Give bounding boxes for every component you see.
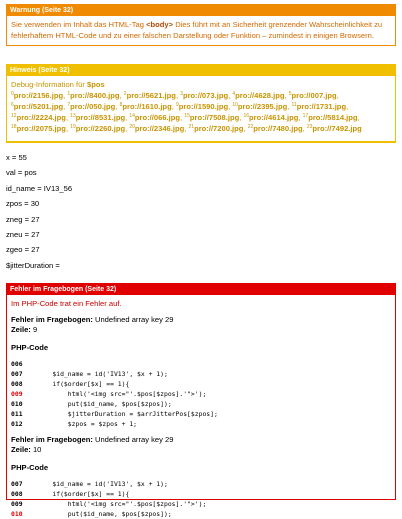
- code-line: [11, 399, 391, 409]
- error-title: Fehler im Fragebogen (Seite 32): [7, 284, 395, 295]
- debug-item-index: 0: [11, 91, 14, 97]
- line-number: 008: [11, 490, 23, 498]
- hint-box: [6, 64, 396, 143]
- line-label: Zeile:: [11, 445, 31, 454]
- code-line: [11, 389, 391, 399]
- code-line: [11, 509, 391, 519]
- line-number: 006: [11, 360, 23, 368]
- variable-output: [6, 150, 72, 273]
- debug-item-value: pro://5621.jpg: [126, 91, 176, 100]
- debug-item-value: pro://2075.jpg: [16, 124, 66, 133]
- debug-item: [289, 91, 337, 100]
- error-box: [6, 283, 396, 518]
- debug-item-value: pro://2224.jpg: [16, 113, 66, 122]
- line-number: 010: [11, 400, 23, 408]
- debug-item-index: 6: [11, 102, 14, 108]
- debug-item-index: 3: [180, 91, 183, 97]
- debug-item: [11, 102, 63, 111]
- code-text: html('<img src="'.$pos[$zpos].'">');: [37, 500, 207, 508]
- debug-item-value: pro://007.jpg: [291, 91, 337, 100]
- error-label: Fehler im Fragebogen:: [11, 435, 93, 444]
- debug-item-index: 4: [232, 91, 236, 97]
- code-text: put($id_name, $pos[$zpos]);: [37, 400, 172, 408]
- debug-item-value: pro://5814.jpg: [308, 113, 358, 122]
- debug-item: [292, 102, 347, 111]
- debug-item-index: 21: [188, 124, 195, 130]
- error-message-line: [11, 315, 391, 325]
- debug-item-value: pro://2346.jpg: [134, 124, 185, 133]
- debug-item-value: pro://7508.jpg: [189, 113, 240, 122]
- debug-item: [232, 91, 284, 100]
- debug-item-value: pro://4614.jpg: [249, 113, 299, 122]
- hint-title: Hinweis (Seite 32): [7, 65, 395, 76]
- debug-item: [124, 91, 176, 100]
- debug-item: [129, 124, 184, 133]
- line-number: 010: [11, 510, 23, 518]
- error-body: [7, 295, 395, 519]
- debug-label: [11, 79, 391, 90]
- line-value: 10: [30, 445, 42, 454]
- debug-item-index: 8: [119, 102, 123, 108]
- code-text: if($order[$x] == 1){: [37, 490, 130, 498]
- debug-item-value: pro://7492.jpg: [312, 124, 362, 133]
- warning-tag: <body>: [146, 20, 174, 29]
- error-block: [11, 435, 391, 519]
- line-number: 007: [11, 370, 23, 378]
- warning-title: Warnung (Seite 32): [7, 5, 395, 16]
- error-message: Undefined array key 29: [92, 435, 174, 444]
- debug-item-index: 10: [232, 102, 238, 108]
- debug-item: [307, 124, 362, 133]
- error-line-number: [11, 445, 391, 455]
- code-line: [11, 489, 391, 499]
- debug-item-value: pro://1731.jpg: [296, 102, 347, 111]
- error-message: Undefined array key 29: [92, 315, 174, 324]
- debug-item-index: 15: [184, 113, 190, 119]
- code-line: [11, 419, 391, 429]
- error-intro: Im PHP-Code trat ein Fehler auf.: [11, 299, 122, 308]
- debug-item-index: 22: [247, 124, 254, 130]
- line-value: 9: [30, 325, 38, 334]
- debug-item-value: pro://5201.jpg: [13, 102, 64, 111]
- debug-item: [11, 91, 63, 100]
- debug-item-value: pro://2156.jpg: [13, 91, 64, 100]
- debug-item: [184, 113, 239, 122]
- variable-line: id_name = IV13_56: [6, 183, 73, 193]
- debug-item: [232, 102, 287, 111]
- code-line: [11, 359, 391, 369]
- variable-line: zpos = 30: [6, 199, 40, 209]
- code-line: [11, 479, 391, 489]
- php-code-label: PHP-Code: [11, 463, 49, 472]
- code-text: $id_name = id('IV13', $x + 1);: [37, 370, 168, 378]
- debug-item-index: 16: [243, 113, 250, 119]
- line-label: Zeile:: [11, 325, 31, 334]
- line-number: 012: [11, 420, 23, 428]
- code-line: [11, 369, 391, 379]
- warning-text-pre: Sie verwenden im Inhalt das HTML-Tag: [11, 20, 147, 29]
- warning-text-post: Dies führt mit an Sicherheit grenzender Wahrscheinlichkeit zu fehlerhaftem HTML-Code und zu einer falschen Darstellung oder Funktion – zumindest in einigen Browsern.: [11, 20, 383, 40]
- debug-var: $pos: [86, 80, 105, 89]
- hint-body: [7, 76, 395, 141]
- code-text: html('<img src="'.$pos[$zpos].'">');: [37, 390, 207, 398]
- debug-item-index: 11: [291, 102, 297, 108]
- code-line: [11, 499, 391, 509]
- debug-item: [120, 102, 172, 111]
- debug-item: [129, 113, 180, 122]
- debug-item-index: 17: [302, 113, 309, 119]
- debug-items: $^0$pro://2156.jpg, $^1$pro://8400.jpg, $^2$pro://5621.jpg, $^3$pro://073.jpg, $^4$pro://4628.jpg, $^5$pro://007.jpg, $^6$pro://5201.jpg, $^7$pro://050.jpg, $^8$pro://1610.jpg, $^9$pro://1590.jpg, $^{10}$pro://2395.jpg, $^{11}$pro://1731.jpg, $^{12}$pro://2224.jpg, $^{13}$pro://8531.jpg, $^{14}$pro://066.jpg, $^{15}$pro://7508.jpg, $^{16}$pro://4614.jpg, $^{17}$pro://5814.jpg, $^{18}$pro://2075.jpg, $^{19}$pro://2260.jpg, $^{20}$pro://2346.jpg, $^{21}$pro://7200.jpg, $^{22}$pro://7480.jpg, $^{23}$pro://7492.jpg: [11, 91, 362, 133]
- line-number: 011: [11, 410, 23, 418]
- code-text: if($order[$x] == 1){: [37, 380, 130, 388]
- debug-item: [248, 124, 303, 133]
- debug-item: [11, 124, 66, 133]
- debug-label-text: Debug-Information für: [11, 80, 87, 89]
- debug-item: [67, 102, 115, 111]
- debug-item-value: pro://2260.jpg: [75, 124, 126, 133]
- debug-item-value: pro://7480.jpg: [253, 124, 303, 133]
- line-number: 009: [11, 390, 23, 398]
- debug-item: [180, 91, 228, 100]
- code-listing: [11, 359, 391, 429]
- debug-item-index: 19: [70, 124, 76, 130]
- debug-item-value: pro://073.jpg: [182, 91, 229, 100]
- debug-item-index: 9: [175, 102, 179, 108]
- error-message-line: [11, 435, 391, 445]
- debug-item-index: 7: [67, 102, 71, 108]
- debug-item-index: 13: [70, 113, 76, 119]
- debug-item-value: pro://066.jpg: [134, 113, 181, 122]
- variable-line: x = 55: [6, 153, 27, 162]
- line-number: 008: [11, 380, 23, 388]
- variable-line: zgeo = 27: [6, 245, 40, 255]
- error-block: [11, 315, 391, 429]
- line-number: 007: [11, 480, 23, 488]
- warning-text: [7, 16, 395, 45]
- code-line: [11, 379, 391, 389]
- code-text: $jitterDuration = $arrJitterPos[$zpos];: [37, 410, 218, 418]
- debug-item: [70, 113, 125, 122]
- variable-line: $jitterDuration =: [6, 260, 60, 270]
- debug-item: [189, 124, 244, 133]
- code-listing: [11, 479, 391, 519]
- debug-item-index: 1: [67, 91, 71, 97]
- variable-line: zneg = 27: [6, 214, 40, 224]
- debug-item: [243, 113, 298, 122]
- debug-item-value: pro://4628.jpg: [235, 91, 285, 100]
- debug-item-index: 12: [11, 113, 17, 119]
- debug-item-value: pro://1590.jpg: [178, 102, 229, 111]
- debug-item-value: pro://1610.jpg: [122, 102, 172, 111]
- debug-item: [303, 113, 358, 122]
- debug-item: [70, 124, 125, 133]
- debug-item-index: 23: [306, 124, 313, 130]
- debug-item-index: 20: [129, 124, 135, 130]
- debug-item-value: pro://7200.jpg: [194, 124, 244, 133]
- error-label: Fehler im Fragebogen:: [11, 315, 93, 324]
- error-line-number: [11, 325, 391, 335]
- debug-item: [67, 91, 119, 100]
- debug-item: [176, 102, 228, 111]
- debug-item: [11, 113, 66, 122]
- error-blocks: [11, 315, 391, 519]
- debug-item-value: pro://8531.jpg: [75, 113, 126, 122]
- code-text: $id_name = id('IV13', $x + 1);: [37, 480, 168, 488]
- line-number: 009: [11, 500, 23, 508]
- debug-item-value: pro://8400.jpg: [70, 91, 120, 100]
- debug-item-index: 5: [288, 91, 292, 97]
- warning-box: [6, 4, 396, 46]
- code-line: [11, 409, 391, 419]
- php-code-label: PHP-Code: [11, 343, 49, 352]
- variable-line: val = pos: [6, 168, 37, 178]
- debug-item-value: pro://2395.jpg: [237, 102, 288, 111]
- code-text: put($id_name, $pos[$zpos]);: [37, 510, 172, 518]
- debug-item-index: 18: [11, 124, 17, 130]
- debug-item-index: 2: [123, 91, 127, 97]
- variable-line: zneu = 27: [6, 230, 40, 240]
- code-text: $zpos = $zpos + 1;: [37, 420, 138, 428]
- debug-item-value: pro://050.jpg: [70, 102, 116, 111]
- debug-item-index: 14: [129, 113, 135, 119]
